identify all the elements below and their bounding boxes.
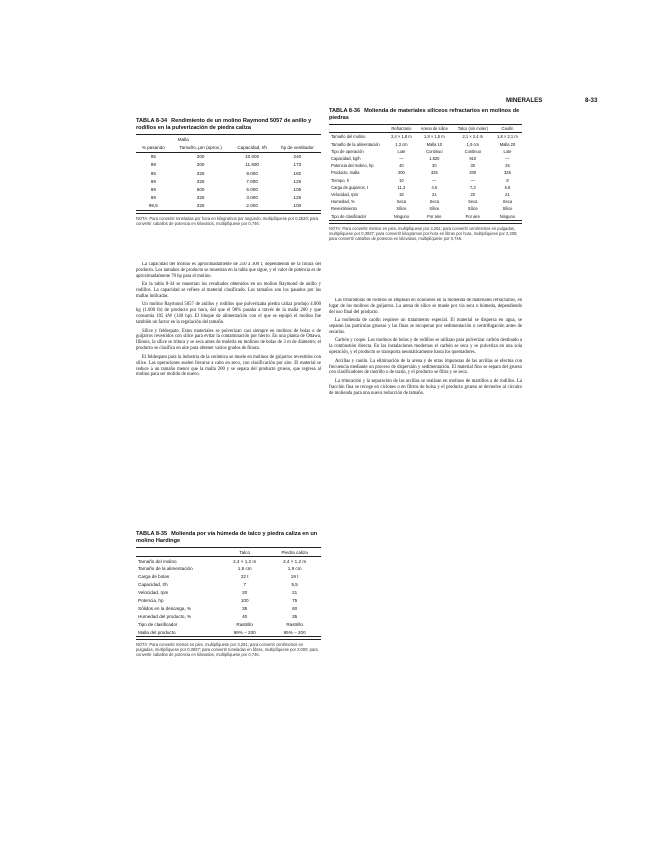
table-8-34-group-header: Malla — [177, 136, 189, 142]
table-cell: 22 t — [240, 574, 249, 580]
table-cell: 100 — [240, 597, 249, 603]
table-cell: Lote — [503, 148, 512, 154]
table-cell: Tipo de clasificador — [331, 213, 367, 219]
table-cell: 95 — [150, 154, 156, 160]
table-8-36-label: TABLA 8-36 — [329, 108, 361, 114]
table-8-36-note: NOTA: Para convertir metros en pies, multiplíquese por 3,281; para convertir centímetros en pulgadas, multiplíquese por 0,3937; para convertir kilogramos por hora en libras por hora, multiplíquese por 2,205; para convertir caballos de potencia en kilovatios, multiplíquese por 0,746. — [329, 223, 522, 242]
table-cell: 18 — [399, 191, 404, 197]
table-row — [136, 628, 321, 636]
table-row — [136, 581, 321, 589]
table-row — [329, 155, 522, 162]
table-8-36-title: Molienda de materiales silíceos refractarios en molinos de piedras — [329, 108, 520, 121]
table-cell: 20 — [470, 191, 476, 197]
body-paragraph: La molienda de caolín requiere un tratamiento especial. El material se dispersa en agua, se separan las partículas gruesas y las finas se recuperan por sedimentación o centrifugación antes de secarlas. — [329, 318, 522, 336]
table-cell: 2,4 × 1,2 m — [283, 558, 307, 564]
table-cell: Capacidad, t/h — [138, 582, 168, 588]
table-cell: 2,1 × 2,4 m — [462, 134, 484, 140]
table-cell: 1,9 cm — [237, 566, 252, 572]
table-cell: Humedad, % — [331, 199, 355, 205]
table-cell: Sílice — [467, 206, 478, 212]
table-cell: 40 — [242, 613, 248, 619]
table-cell: 325 — [196, 195, 205, 201]
table-row — [329, 133, 522, 141]
table-cell: Tamaño de la alimentación — [331, 141, 380, 147]
table-row — [136, 185, 321, 193]
table-cell: Capacidad, kg/h — [331, 156, 361, 162]
table-row — [136, 169, 321, 177]
table-cell: 1,8 × 1,5 m — [424, 134, 445, 140]
table-row — [136, 202, 321, 211]
table-cell: 200 — [469, 170, 477, 176]
table-cell: 40 — [399, 163, 404, 169]
table-cell: Velocidad, rpm — [331, 191, 359, 197]
table-cell: Tamaño de la alimentación — [138, 566, 193, 572]
table-cell: 910 — [469, 156, 477, 162]
table-8-35-caption — [136, 531, 321, 544]
table-cell: 99% − 200 — [233, 629, 256, 635]
left-column-body — [136, 262, 321, 512]
table-cell: Producto, malla — [331, 170, 360, 176]
table-cell: 125 — [293, 195, 302, 201]
table-8-34-label: TABLA 8-34 — [136, 118, 168, 124]
table-cell: 35 — [292, 613, 298, 619]
table-cell: Velocidad, rpm — [138, 590, 169, 596]
table-cell: 1,9 cm — [287, 566, 302, 572]
table-cell: 7 — [243, 582, 246, 588]
table-row — [136, 573, 321, 581]
table-cell: 105 — [293, 186, 302, 192]
table-cell: 35 — [242, 605, 248, 611]
table-cell: 125 — [293, 178, 302, 184]
body-paragraph: Carbón y coque. Los molinos de bolas y de rodillos se utilizan para pulverizar carbón destinado a la combustión directa. En las instalaciones modernas el carbón se seca y se pulveriza en una sola operación, y el producto se transporta neumáticamente hasta los quemadores. — [329, 338, 522, 356]
body-paragraph: Sílice y feldespato. Estos materiales se pulverizan casi siempre en molinos de bolas o de guijarros revestidos con sílice para evitar la contaminación por hierro. En una planta de Ottawa, Illinois, la sílice se tritura y se seca antes de molerla en molinos de bolas de 3 m de diámetro; el producto se clasifica en aire para obtener varios grados de finura. — [136, 328, 321, 352]
table-8-35-title: Molienda por vía húmeda de talco y piedra caliza en un molino Hardinge — [136, 531, 318, 544]
table-cell: Potencia del molino, hp — [331, 163, 374, 169]
table-8-34-body — [136, 152, 321, 210]
table-cell: Por aire — [465, 213, 480, 219]
table-8-34-col-header: hp de ventilador — [281, 144, 314, 150]
table-row — [136, 604, 321, 612]
table-8-36 — [329, 124, 522, 220]
table-cell: Continuo — [426, 148, 443, 154]
table-cell: Seca — [468, 199, 478, 205]
table-cell: 8 — [506, 177, 509, 183]
table-cell: 4,5 — [431, 184, 438, 190]
table-row — [329, 205, 522, 212]
table-cell: 1,3 cm — [395, 141, 408, 147]
table-cell: 325 — [430, 170, 438, 176]
table-cell: 5,5 — [291, 582, 298, 588]
table-cell: Seca — [396, 199, 407, 205]
table-cell: — — [432, 177, 437, 183]
table-cell: 2,4 × 1,2 m — [233, 558, 257, 564]
table-cell: Ninguno — [499, 213, 516, 219]
table-cell: 240 — [293, 154, 302, 160]
table-cell: 11.500 — [245, 162, 259, 168]
table-cell: 1,8 × 2,1 m — [497, 134, 518, 140]
table-cell: — — [399, 156, 404, 162]
right-column-body — [329, 298, 522, 718]
table-row — [136, 620, 321, 628]
table-8-34 — [136, 134, 321, 211]
table-cell: Rastrillo — [286, 621, 303, 627]
table-cell: 173 — [293, 162, 302, 168]
table-cell: Continuo — [464, 148, 481, 154]
table-cell: 325 — [196, 170, 205, 176]
body-paragraph: El feldespato para la industria de la cerámica se muele en molinos de guijarros revestidos con sílice. Las operaciones suelen llevarse a cabo en seco, con clasificación por aire. El material se reduce a un tamaño menor que la malla 200 y se separa del producto grueso, que regresa al molino para ser molido de nuevo. — [136, 354, 321, 378]
table-cell: Malla del producto — [138, 629, 176, 635]
table-cell: Ninguno — [393, 213, 410, 219]
table-row — [136, 589, 321, 597]
table-cell: 95% − 200 — [283, 629, 306, 635]
table-cell: 10.000 — [245, 154, 260, 160]
table-cell: 99,5 — [148, 203, 158, 209]
table-cell: 7,3 — [469, 184, 476, 190]
table-row — [329, 184, 522, 191]
table-cell: Tamaño del molino — [138, 558, 177, 564]
table-cell: 2,4 × 1,8 m — [391, 134, 412, 140]
table-row — [329, 141, 522, 148]
body-paragraph: Arcillas y caolín. La eliminación de la arena y de otras impurezas de las arcillas se efectúa con frecuencia mediante un proceso de dispersión y sedimentación. El material fino se separa del grueso con clasificadores de rastrillo o de tazón, y el producto se filtra y se seca. — [329, 358, 522, 376]
table-cell: 99 — [150, 195, 156, 201]
table-8-35-note: NOTA: Para convertir metros en pies, multiplíquese por 3,281; para convertir centímetros en pulgadas, multiplíquese por 0,3937; para convertir toneladas en libras, multiplíquese por 2.000; para convertir caballos de potencia en kilovatios, multiplíquese por 0,746. — [136, 639, 321, 658]
table-cell: Sílice — [429, 206, 440, 212]
table-cell: 21 — [292, 590, 298, 596]
table-8-36-col-header: Caolín — [501, 126, 514, 132]
table-cell: Sílice — [502, 206, 513, 212]
table-cell: 1.820 — [429, 156, 440, 162]
table-cell: Sólidos en la descarga, % — [138, 605, 192, 611]
table-row — [329, 198, 522, 205]
table-row — [136, 194, 321, 202]
table-row — [136, 612, 321, 620]
table-cell: Tamaño del molino — [331, 134, 366, 140]
table-cell: Carga de guijarros, t — [331, 184, 369, 190]
table-cell: 11,3 — [397, 184, 406, 190]
table-cell: Tipo de operación — [331, 148, 364, 154]
table-cell: 1,9 cm — [466, 141, 479, 147]
table-cell: Potencia, hp — [138, 597, 164, 603]
table-cell: Seca — [429, 199, 439, 205]
table-row — [329, 148, 522, 155]
table-cell: 325 — [196, 178, 205, 184]
table-cell: 2.000 — [246, 203, 258, 209]
table-cell: Malla 20 — [499, 141, 516, 147]
table-row — [136, 565, 321, 573]
table-cell: — — [505, 156, 510, 162]
table-8-35 — [136, 547, 321, 637]
table-cell: 9.000 — [246, 170, 258, 176]
table-cell: 99 — [150, 186, 156, 192]
table-row — [329, 212, 522, 220]
table-row — [329, 169, 522, 176]
table-cell: — — [470, 177, 475, 183]
table-cell: 325 — [504, 170, 511, 176]
table-row — [136, 161, 321, 169]
table-cell: 325 — [196, 203, 205, 209]
table-row — [136, 597, 321, 605]
table-row — [136, 177, 321, 185]
table-8-35-col-header: Talco — [239, 549, 251, 555]
table-cell: 100 — [293, 203, 302, 209]
table-row — [329, 191, 522, 198]
body-paragraph: Un molino Raymond 5057 de anillos y rodillos que pulverizaba piedra caliza produjo 4.000 kg (1.000 lb) de producto por hora, del que el 98% pasaba a través de la malla 200 y que consumía 105 kW (140 hp). El bloque de alimentación con el que se equipó el molino fue también un factor en la regulación del tamaño. — [136, 302, 321, 326]
table-8-34-col-header: Capacidad, t/h — [237, 144, 267, 150]
table-cell: 21 — [505, 191, 510, 197]
table-cell: Lote — [397, 148, 406, 154]
table-8-34-note: NOTA: Para convertir toneladas por hora en kilogramos por segundo, multiplíquese por 0,2520; para convertir caballos de potencia en kilovatios, multiplíquese por 0,746. — [136, 213, 321, 226]
table-cell: 30 — [470, 163, 476, 169]
table-8-34-col-header: Tamaño, µm (aprox.) — [179, 144, 222, 150]
table-8-36-col-header: Arena de sílice — [420, 126, 448, 132]
table-8-34-block — [136, 118, 321, 258]
table-cell: 19 t — [290, 574, 299, 580]
table-8-35-col-header: Piedra caliza — [281, 549, 308, 555]
table-cell: 200 — [196, 162, 205, 168]
table-cell: 60 — [292, 605, 298, 611]
table-cell: 20 — [242, 590, 248, 596]
table-cell: 25 — [505, 163, 510, 169]
body-paragraph: La capacidad del molino es aproximadamente de 250 a 300 t, dependiendo de la finura del producto. Los tamaños de producto se muestran en la tabla que sigue, y el valor de potencia es de aproximadamente 70 hp para el molino. — [136, 262, 321, 279]
table-cell: Humedad del producto, % — [138, 613, 192, 619]
table-cell: 3.000 — [246, 195, 258, 201]
body-paragraph: La trituración y la separación de las arcillas se realizan en molinos de martillos o de rodillos. La fracción fina se recoge en ciclones o en filtros de bolsa y el producto grueso se devuelve al circuito de molienda para una nueva reducción de tamaño. — [329, 378, 522, 396]
table-cell: 75 — [292, 597, 298, 603]
table-row — [329, 162, 522, 169]
running-header-section: MINERALES — [506, 97, 543, 104]
table-8-34-col-header: % pasando — [141, 144, 165, 150]
body-paragraph: En la tabla 8-34 se muestran los resultados obtenidos en un molino Raymond de anillo y rodillos. La capacidad se refiere al material clasificado. Los tamaños son los pasados por las mallas indicadas. — [136, 282, 321, 300]
table-cell: 10 — [399, 177, 404, 183]
table-8-35-body — [136, 557, 321, 637]
table-8-34-caption — [136, 118, 321, 131]
table-8-36-block — [329, 108, 522, 280]
table-cell: Carga de bolas — [138, 574, 170, 580]
table-cell: Rastrillo — [236, 621, 253, 627]
table-cell: 5.000 — [246, 186, 258, 192]
table-cell: 7.000 — [246, 178, 258, 184]
table-cell: Tiempo, h — [331, 177, 350, 183]
table-cell: 200 — [398, 170, 405, 176]
table-row — [329, 177, 522, 184]
table-cell: Por aire — [427, 213, 442, 219]
table-cell: 30 — [432, 163, 437, 169]
table-cell: 95 — [150, 170, 156, 176]
table-cell: Revestimiento — [331, 206, 357, 212]
table-cell: 500 — [196, 186, 205, 192]
table-cell: 200 — [196, 154, 205, 160]
table-row — [136, 152, 321, 161]
table-8-36-body — [329, 133, 522, 220]
table-row — [136, 557, 321, 565]
table-cell: 99 — [150, 162, 156, 168]
body-paragraph: Las trituradoras de rodillos se emplean en ocasiones en la molienda de materiales refractarios, en lugar de los molinos de guijarros. La arena de sílice se muele por vía seca o húmeda, dependiendo del uso final del producto. — [329, 298, 522, 315]
table-8-36-col-header: Talco (sin moler) — [457, 126, 488, 132]
table-cell: 21 — [432, 191, 437, 197]
page-number: 8-33 — [585, 97, 598, 104]
table-cell: 6,8 — [504, 184, 511, 190]
table-8-35-block — [136, 531, 321, 711]
table-8-36-caption — [329, 108, 522, 121]
table-cell: Tipo de clasificador — [138, 621, 178, 627]
table-8-36-col-header: Refractario — [391, 126, 412, 132]
table-cell: 182 — [293, 170, 302, 176]
table-cell: Malla 10 — [426, 141, 443, 147]
table-cell: Seca — [502, 199, 513, 205]
table-cell: 99 — [150, 178, 156, 184]
table-8-35-label: TABLA 8-35 — [136, 531, 168, 537]
table-8-34-title: Rendimiento de un molino Raymond 5057 de anillo y rodillos en la pulverización de piedra caliza — [136, 118, 312, 131]
table-cell: Sílice — [396, 206, 407, 212]
